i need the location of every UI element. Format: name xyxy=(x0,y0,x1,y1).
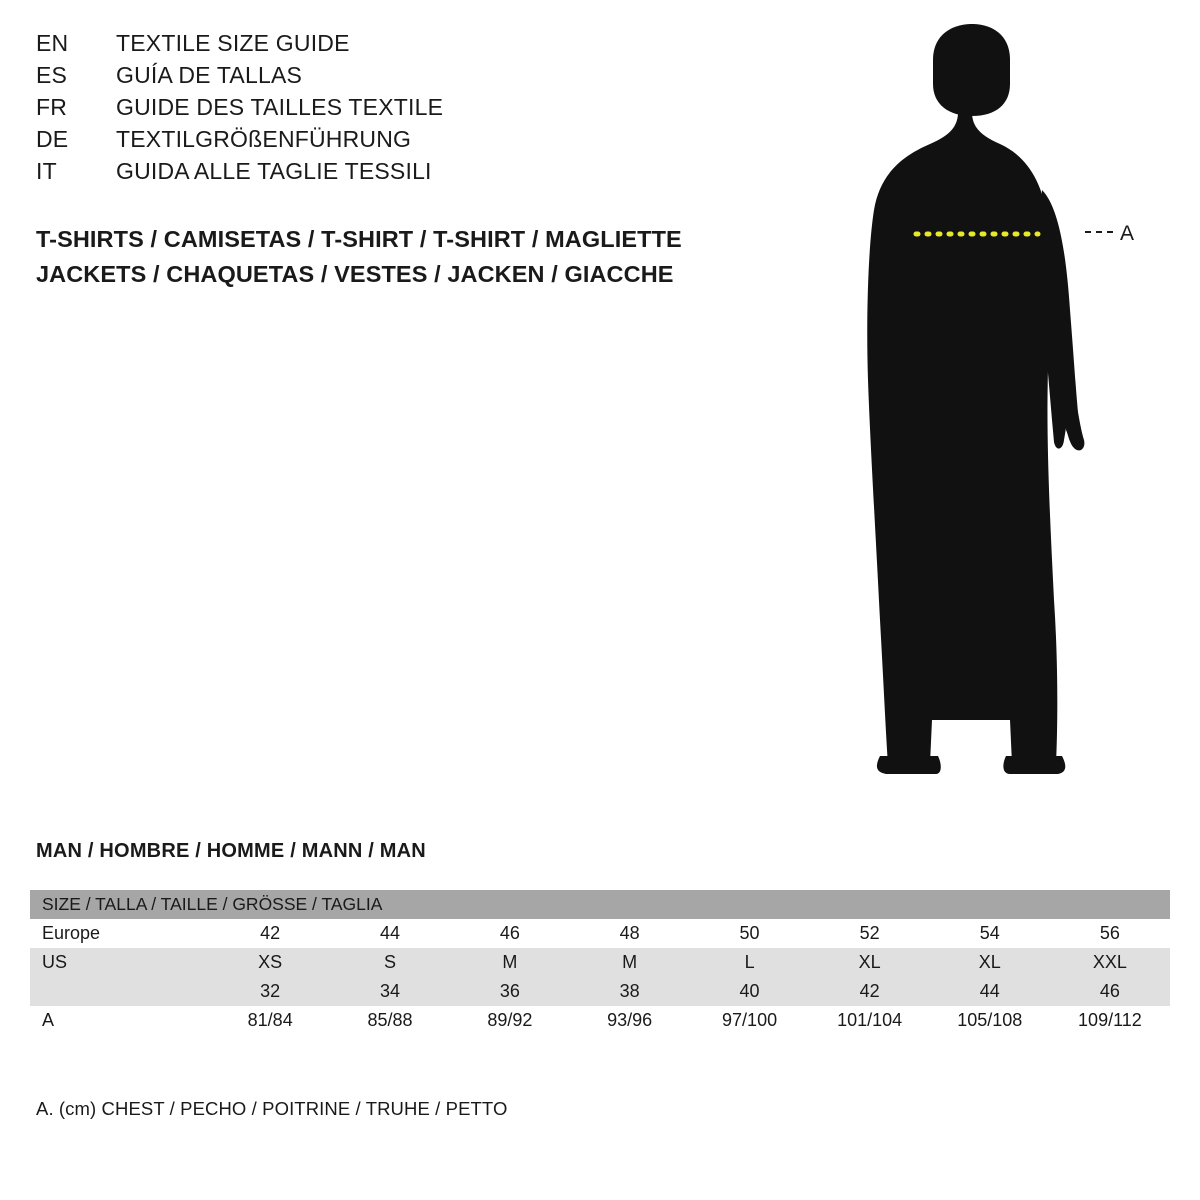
cell-us-0: XS xyxy=(210,948,330,977)
cell-a-0: 81/84 xyxy=(210,1006,330,1035)
cell-us-4: L xyxy=(690,948,810,977)
cell-us-1: S xyxy=(330,948,450,977)
cell-num-4: 40 xyxy=(690,977,810,1006)
cell-num-1: 34 xyxy=(330,977,450,1006)
category-line-tshirts: T-SHIRTS / CAMISETAS / T-SHIRT / T-SHIRT / MAGLIETTE xyxy=(36,226,682,252)
cell-us-5: XL xyxy=(810,948,930,977)
cell-us-7: XXL xyxy=(1050,948,1170,977)
cell-europe-1: 44 xyxy=(330,919,450,948)
cell-a-2: 89/92 xyxy=(450,1006,570,1035)
language-title: GUIDA ALLE TAGLIE TESSILI xyxy=(116,158,432,184)
cell-a-5: 101/104 xyxy=(810,1006,930,1035)
table-row xyxy=(30,948,1170,977)
language-heading-list xyxy=(36,30,736,190)
cell-num-0: 32 xyxy=(210,977,330,1006)
male-silhouette-figure xyxy=(820,20,1180,780)
measure-leader-line xyxy=(1085,231,1113,233)
row-label-europe: Europe xyxy=(30,919,210,948)
cell-num-3: 38 xyxy=(570,977,690,1006)
cell-a-3: 93/96 xyxy=(570,1006,690,1035)
table-row xyxy=(30,977,1170,1006)
cell-a-4: 97/100 xyxy=(690,1006,810,1035)
cell-a-7: 109/112 xyxy=(1050,1006,1170,1035)
language-row xyxy=(36,126,736,158)
silhouette-svg xyxy=(820,20,1180,780)
cell-num-2: 36 xyxy=(450,977,570,1006)
cell-us-3: M xyxy=(570,948,690,977)
table-row xyxy=(30,919,1170,948)
row-label-a: A xyxy=(30,1006,210,1035)
cell-num-5: 42 xyxy=(810,977,930,1006)
measure-label-a: A xyxy=(1120,222,1135,245)
category-line-jackets: JACKETS / CHAQUETAS / VESTES / JACKEN / GIACCHE xyxy=(36,261,674,287)
garment-category-list xyxy=(36,222,796,292)
language-row xyxy=(36,30,736,62)
cell-a-6: 105/108 xyxy=(930,1006,1050,1035)
table-header-label: SIZE / TALLA / TAILLE / GRÖSSE / TAGLIA xyxy=(30,890,1170,919)
table-row xyxy=(30,1006,1170,1035)
row-label-us: US xyxy=(30,948,210,977)
cell-europe-3: 48 xyxy=(570,919,690,948)
language-title: GUÍA DE TALLAS xyxy=(116,62,303,88)
cell-num-6: 44 xyxy=(930,977,1050,1006)
cell-europe-2: 46 xyxy=(450,919,570,948)
language-title: TEXTILGRÖßENFÜHRUNG xyxy=(116,126,412,152)
row-label-numeric xyxy=(30,977,210,1006)
cell-europe-4: 50 xyxy=(690,919,810,948)
size-table xyxy=(30,890,1170,1035)
table-header-row xyxy=(30,890,1170,919)
language-title: TEXTILE SIZE GUIDE xyxy=(116,30,350,56)
cell-us-2: M xyxy=(450,948,570,977)
language-code: EN xyxy=(36,30,69,56)
cell-us-6: XL xyxy=(930,948,1050,977)
language-code: IT xyxy=(36,158,57,184)
language-code: ES xyxy=(36,62,68,88)
cell-europe-7: 56 xyxy=(1050,919,1170,948)
table-section-title: MAN / HOMBRE / HOMME / MANN / MAN xyxy=(36,840,426,862)
cell-europe-6: 54 xyxy=(930,919,1050,948)
cell-a-1: 85/88 xyxy=(330,1006,450,1035)
language-row xyxy=(36,62,736,94)
language-code: DE xyxy=(36,126,69,152)
language-row xyxy=(36,158,736,190)
language-title: GUIDE DES TAILLES TEXTILE xyxy=(116,94,444,120)
footnote-chest: A. (cm) CHEST / PECHO / POITRINE / TRUHE / PETTO xyxy=(36,1098,508,1119)
language-row xyxy=(36,94,736,126)
cell-num-7: 46 xyxy=(1050,977,1170,1006)
cell-europe-5: 52 xyxy=(810,919,930,948)
language-code: FR xyxy=(36,94,68,120)
cell-europe-0: 42 xyxy=(210,919,330,948)
